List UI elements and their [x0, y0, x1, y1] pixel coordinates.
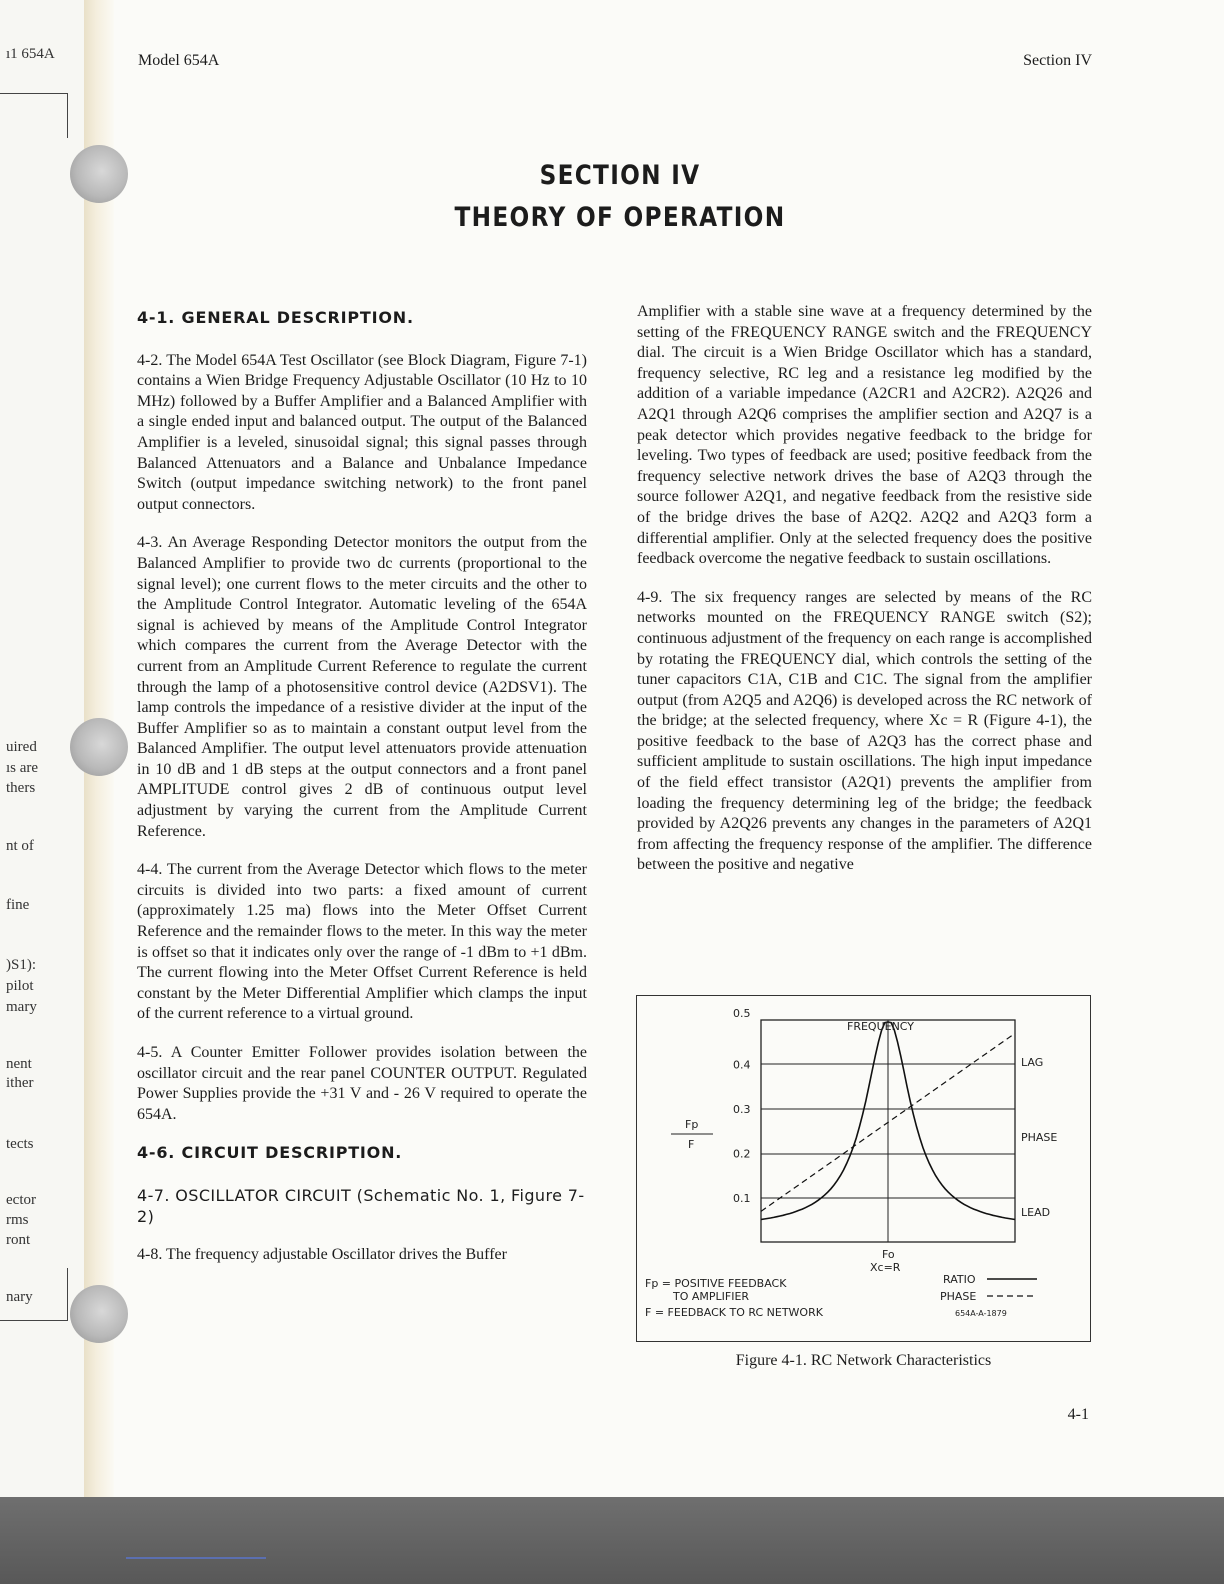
prev-page-text-fragment: fine: [6, 897, 30, 913]
section-subtitle: THEORY OF OPERATION: [454, 202, 786, 233]
paragraph-4-8-continued: Amplifier with a stable sine wave at a frequency determined by the setting of the FREQUENCY RANGE switch and the FREQUENCY dial. The circuit is a Wien Bridge Oscillator which has a standard, frequency selective, RC leg and a resistance leg modified by the addition of a variable impedance (A2CR1 and A2CR2). A2Q26 and A2Q1 through A2Q6 comprises the amplifier section and A2Q7 is a peak detector which provides negative feedback to the bridge for leveling. Two types of feedback are used; positive feedback from the frequency selective network drives the base of A2Q3 through the source follower A2Q1, and negative feedback from the resistive side of the bridge drives the base of A2Q2. A2Q2 and A2Q3 form a differential amplifier. Only at the selected frequency does the positive feedback overcome the negative feedback to sustain oscillations.: [637, 303, 1092, 568]
prev-page-text-fragment: nent: [6, 1056, 32, 1072]
prev-page-text-fragment: tects: [6, 1136, 34, 1152]
prev-page-rule: [67, 1268, 68, 1320]
section-title: SECTION IV: [539, 160, 701, 191]
prev-page-text-fragment: mary: [6, 999, 37, 1015]
rc-network-chart: [637, 996, 1090, 1341]
legend-phase-label: PHASE: [940, 1290, 977, 1303]
prev-page-text-fragment: thers: [6, 780, 36, 796]
prev-page-text-fragment: ıs are: [6, 760, 39, 776]
previous-page-edge: [0, 0, 92, 1584]
paragraph-4-4: 4-4. The current from the Average Detector which flows to the meter circuits is divided into two parts: a fixed amount of current (approximately 1.25 ma) flows into the Meter Offset Current Reference and the remainder flows to the meter. In this way the meter is offset so that it indicates only over the range of -1 dBm to +1 dBm. The current flowing into the Meter Offset Current Reference is held constant by the Meter Differential Amplifier which clamps the input of the current reference to a virtual ground.: [137, 861, 587, 1023]
legend-ratio-label: RATIO: [943, 1273, 976, 1286]
page-binding-shadow: [84, 0, 114, 1584]
legend-definition-fp: Fp = POSITIVE FEEDBACK: [645, 1277, 787, 1290]
fo-label: Fo: [882, 1248, 895, 1261]
lead-label: LEAD: [1021, 1206, 1051, 1219]
heading-4-6: 4-6. CIRCUIT DESCRIPTION.: [137, 1143, 403, 1163]
header-model: Model 654A: [138, 52, 220, 69]
frequency-label: FREQUENCY: [847, 1020, 915, 1033]
y-tick-label: 0.1: [733, 1192, 751, 1205]
y-tick-label: 0.5: [733, 1007, 751, 1020]
prev-page-text-fragment: ector: [6, 1192, 36, 1208]
drawing-number: 654A-A-1879: [955, 1309, 1007, 1318]
prev-page-text-fragment: ront: [6, 1232, 31, 1248]
y-tick-label: 0.3: [733, 1103, 751, 1116]
right-column: [637, 302, 1092, 894]
figure-4-1: [636, 995, 1091, 1342]
binder-hole: [70, 718, 128, 776]
prev-page-text-fragment: rms: [6, 1212, 29, 1228]
y-tick-label: 0.4: [733, 1058, 751, 1072]
paragraph-4-3: 4-3. An Average Responding Detector monitors the output from the Balanced Amplifier to provide two dc currents (proportional to the signal level); one current flows to the meter circuits and the other to the Amplitude Control Integrator. Automatic leveling of the 654A signal is achieved by means of the Amplitude Control Integrator which compares the current from the Average Detector with the current from an Amplitude Current Reference to regulate the current through the lamp of a photosensitive control device (A2DSV1). The lamp controls the impedance of a resistive divider at the input of the Buffer Amplifier so as to maintain a constant output level from the Balanced Amplifier. The output level attenuators provide attenuation in 10 dB and 1 dB steps at the output connectors and a front panel AMPLITUDE control gives 2 dB of continuous output level adjustment by varying the current from the Amplitude Current Reference.: [137, 534, 587, 840]
heading-4-1: 4-1. GENERAL DESCRIPTION.: [137, 308, 414, 327]
prev-page-text-fragment: nary: [6, 1289, 33, 1305]
prev-page-text-fragment: nt of: [6, 838, 34, 854]
phase-axis-label: PHASE: [1021, 1131, 1058, 1144]
prev-page-text-fragment: ither: [6, 1075, 34, 1091]
binder-hole: [70, 1285, 128, 1343]
xc-equals-r-label: Xc=R: [870, 1261, 901, 1274]
y-label-denominator: F: [688, 1138, 695, 1151]
lag-label: LAG: [1021, 1056, 1044, 1069]
figure-caption: Figure 4-1. RC Network Characteristics: [735, 1352, 992, 1369]
header-section: Section IV: [1023, 52, 1092, 69]
prev-page-rule: [0, 1320, 68, 1321]
heading-4-7: 4-7. OSCILLATOR CIRCUIT (Schematic No. 1, Figure 7-2): [137, 1185, 585, 1226]
paragraph-4-8: 4-8. The frequency adjustable Oscillator drives the Buffer: [137, 1246, 507, 1264]
legend-definition-f: F = FEEDBACK TO RC NETWORK: [645, 1306, 823, 1319]
scan-bottom-border: [0, 1497, 1224, 1584]
prev-page-text-fragment: )S1):: [6, 957, 36, 973]
y-label-numerator: Fp: [685, 1118, 699, 1131]
paragraph-4-2: 4-2. The Model 654A Test Oscillator (see Block Diagram, Figure 7-1) contains a Wien Bridge Frequency Adjustable Oscillator (10 Hz to 10 MHz) followed by a Buffer Amplifier and a Balanced Amplifier with a single ended input and balanced output. The output of the Balanced Amplifier is a leveled, sinusoidal signal; this signal passes through Balanced Attenuators and a Balance and Unbalance Impedance Switch (output impedance switching network) to the front panel output connectors.: [137, 351, 587, 513]
page-number: 4-1: [1067, 1406, 1089, 1423]
paragraph-4-9: 4-9. The six frequency ranges are selected by means of the RC networks mounted on the FREQUENCY RANGE switch (S2); continuous adjustment of the frequency on each range is accomplished by rotating the FREQUENCY dial, which controls the setting of the tuner capacitors C1A, C1B and C1C. The signal from the amplifier output (from A2Q5 and A2Q6) is developed across the RC network of the bridge; at the selected frequency, where Xc = R (Figure 4-1), the positive feedback to the base of A2Q3 has the correct phase and sufficient amplitude to sustain oscillations. The high input impedance of the field effect transistor (A2Q1) prevents the amplifier from loading the frequency determining leg of the bridge; the feedback provided by A2Q26 prevents any changes in the parameters of A2Q1 from affecting the frequency response of the amplifier. The difference between the positive and negative: [637, 588, 1092, 874]
legend-definition-fp-cont: TO AMPLIFIER: [673, 1290, 750, 1303]
prev-page-text-fragment: ı1 654A: [6, 46, 55, 62]
prev-page-text-fragment: pilot: [6, 978, 34, 994]
prev-page-text-fragment: uired: [6, 739, 37, 755]
prev-page-rule: [0, 93, 68, 94]
left-column: [137, 308, 587, 1284]
paragraph-4-5: 4-5. A Counter Emitter Follower provides isolation between the oscillator circuit and the rear panel COUNTER OUTPUT. Regulated Power Supplies provide the +31 V and - 26 V required to operate the 654A.: [137, 1044, 587, 1123]
prev-page-rule: [67, 93, 68, 138]
y-tick-label: 0.2: [733, 1147, 751, 1161]
